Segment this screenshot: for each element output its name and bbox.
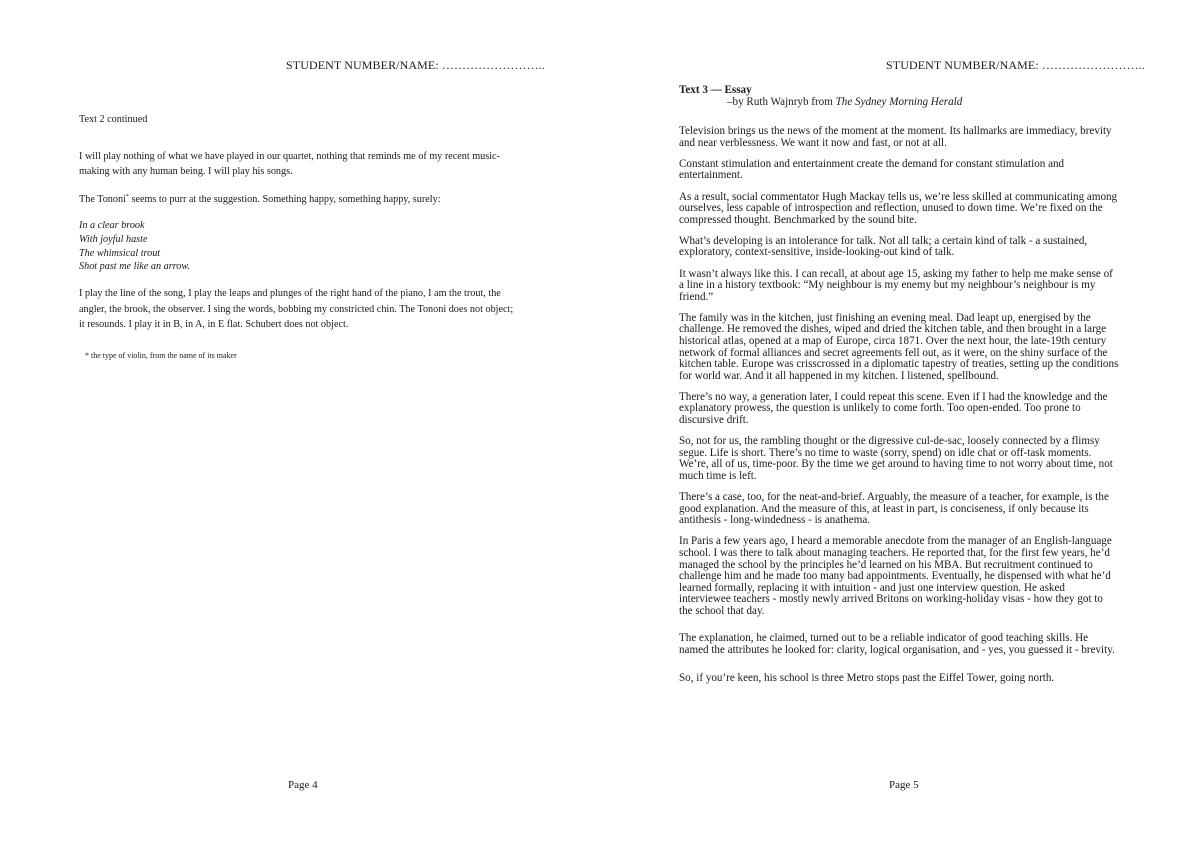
essay-paragraph: Constant stimulation and entertainment create the demand for constant stimulation and entertainment. xyxy=(679,157,1065,182)
essay-content xyxy=(679,85,1119,694)
poem-line: The whimsical trout xyxy=(79,247,161,259)
footnote-marker: * xyxy=(125,193,129,200)
paragraph: I play the line of the song, I play the leaps and plunges of the right hand of the piano, I am the trout, the angler, the brook, the observer. I sing the words, bobbing my constricted chin. The Tononi does not object; it resounds. I play it in B, in A, in E flat. Schubert does not object. xyxy=(79,288,514,331)
student-number-header: STUDENT NUMBER/NAME: …………………….. xyxy=(886,58,1145,72)
essay-paragraph: The family was in the kitchen, just finishing an evening meal. Dad leapt up, energised by the challenge. He removed the dishes, wiped and dried the kitchen table, and then brought in a large historical atlas, opened at a map of Europe, circa 1871. Over the next hour, the late-19th century network of formal alliances and secret agreements fell out, as it were, on the shiny surface of the kitchen table. Europe was crisscrossed in a diplomatic tapestry of treaties, setting up the conditions for world war. And it all happened in my kitchen. I listened, spellbound. xyxy=(679,311,1119,382)
student-number-header: STUDENT NUMBER/NAME: …………………….. xyxy=(286,58,545,72)
page-number: Page 5 xyxy=(889,779,919,791)
essay-paragraph: What’s developing is an intolerance for talk. Not all talk; a certain kind of talk - a sustained, exploratory, context-sensitive, inside-looking-out kind of talk. xyxy=(679,234,1088,259)
paragraph: I will play nothing of what we have played in our quartet, nothing that reminds me of my recent music-making with any human being. I will play his songs. xyxy=(79,150,500,177)
essay-byline xyxy=(679,97,1119,109)
essay-paragraph: It wasn’t always like this. I can recall, at about age 15, asking my father to help me make sense of a line in a history textbook: “My neighbour is my enemy but my neighbour’s neighbour is my friend.” xyxy=(679,267,1113,303)
essay-paragraph: There’s a case, too, for the neat-and-brief. Arguably, the measure of a teacher, for example, is the good explanation. And the measure of this, at least in part, is conciseness, if only because its antithesis - long-windedness - is anathema. xyxy=(679,491,1109,527)
essay-paragraph: Television brings us the news of the moment at the moment. Its hallmarks are immediacy, brevity and near verblessness. We want it now and fast, or not at all. xyxy=(679,125,1112,149)
essay-title: Text 3 — Essay xyxy=(679,84,752,96)
poem-excerpt xyxy=(79,219,519,274)
paragraph xyxy=(79,192,519,208)
footnote: * the type of violin, from the name of its maker xyxy=(85,350,237,360)
paragraph-text: seems to purr at the suggestion. Something happy, something happy, surely: xyxy=(128,193,441,205)
byline-source: The Sydney Morning Herald xyxy=(835,95,963,108)
text-2-content xyxy=(79,112,519,363)
section-heading: Text 2 continued xyxy=(79,114,148,125)
essay-paragraph: So, if you’re keen, his school is three Metro stops past the Eiffel Tower, going north. xyxy=(679,671,1055,684)
essay-paragraph: The explanation, he claimed, turned out to be a reliable indicator of good teaching skills. He named the attributes he looked for: clarity, logical organisation, and - yes, you guessed it - brevity. xyxy=(679,632,1115,657)
essay-paragraph: So, not for us, the rambling thought or the digressive cul-de-sac, loosely connected by a flimsy segue. Life is short. There’s no time to waste (sorry, spend) on idle chat or off-task moments. We’re, all of us, time-poor. By the time we get around to having time to not worry about time, not much time is left. xyxy=(679,435,1113,482)
right-page xyxy=(600,0,1200,848)
essay-paragraph: There’s no way, a generation later, I could repeat this scene. Even if I had the knowledge and the explanatory prowess, the question is unlikely to come forth. Too open-ended. Too prone to discursive drift. xyxy=(679,390,1108,427)
poem-line: In a clear brook xyxy=(79,220,145,231)
essay-paragraph: As a result, social commentator Hugh Mackay tells us, we’re less skilled at communicating among ourselves, less capable of introspection and reflection, unused to down time. We’re fixed on the compressed thought. Benchmarked by the sound bite. xyxy=(679,190,1118,226)
poem-line: Shot past me like an arrow. xyxy=(79,261,190,273)
poem-line: With joyful haste xyxy=(79,233,148,245)
byline-author: –by Ruth Wajnryb from xyxy=(727,95,836,108)
page-number: Page 4 xyxy=(288,779,318,791)
essay-paragraph: In Paris a few years ago, I heard a memorable anecdote from the manager of an English-language school. I was there to talk about managing teachers. He reported that, for the first few years, he’d managed the school by the principles he’d learned on his MBA. But recruitment continued to challenge him and he made too many bad appointments. Eventually, he dispensed with what he’d learned formally, replacing it with intuition - and just one interview question. He asked interviewee teachers - mostly newly arrived Britons on working-holiday visas - how they got to the school that day. xyxy=(679,535,1112,617)
paragraph-text: The Tononi xyxy=(79,193,126,205)
